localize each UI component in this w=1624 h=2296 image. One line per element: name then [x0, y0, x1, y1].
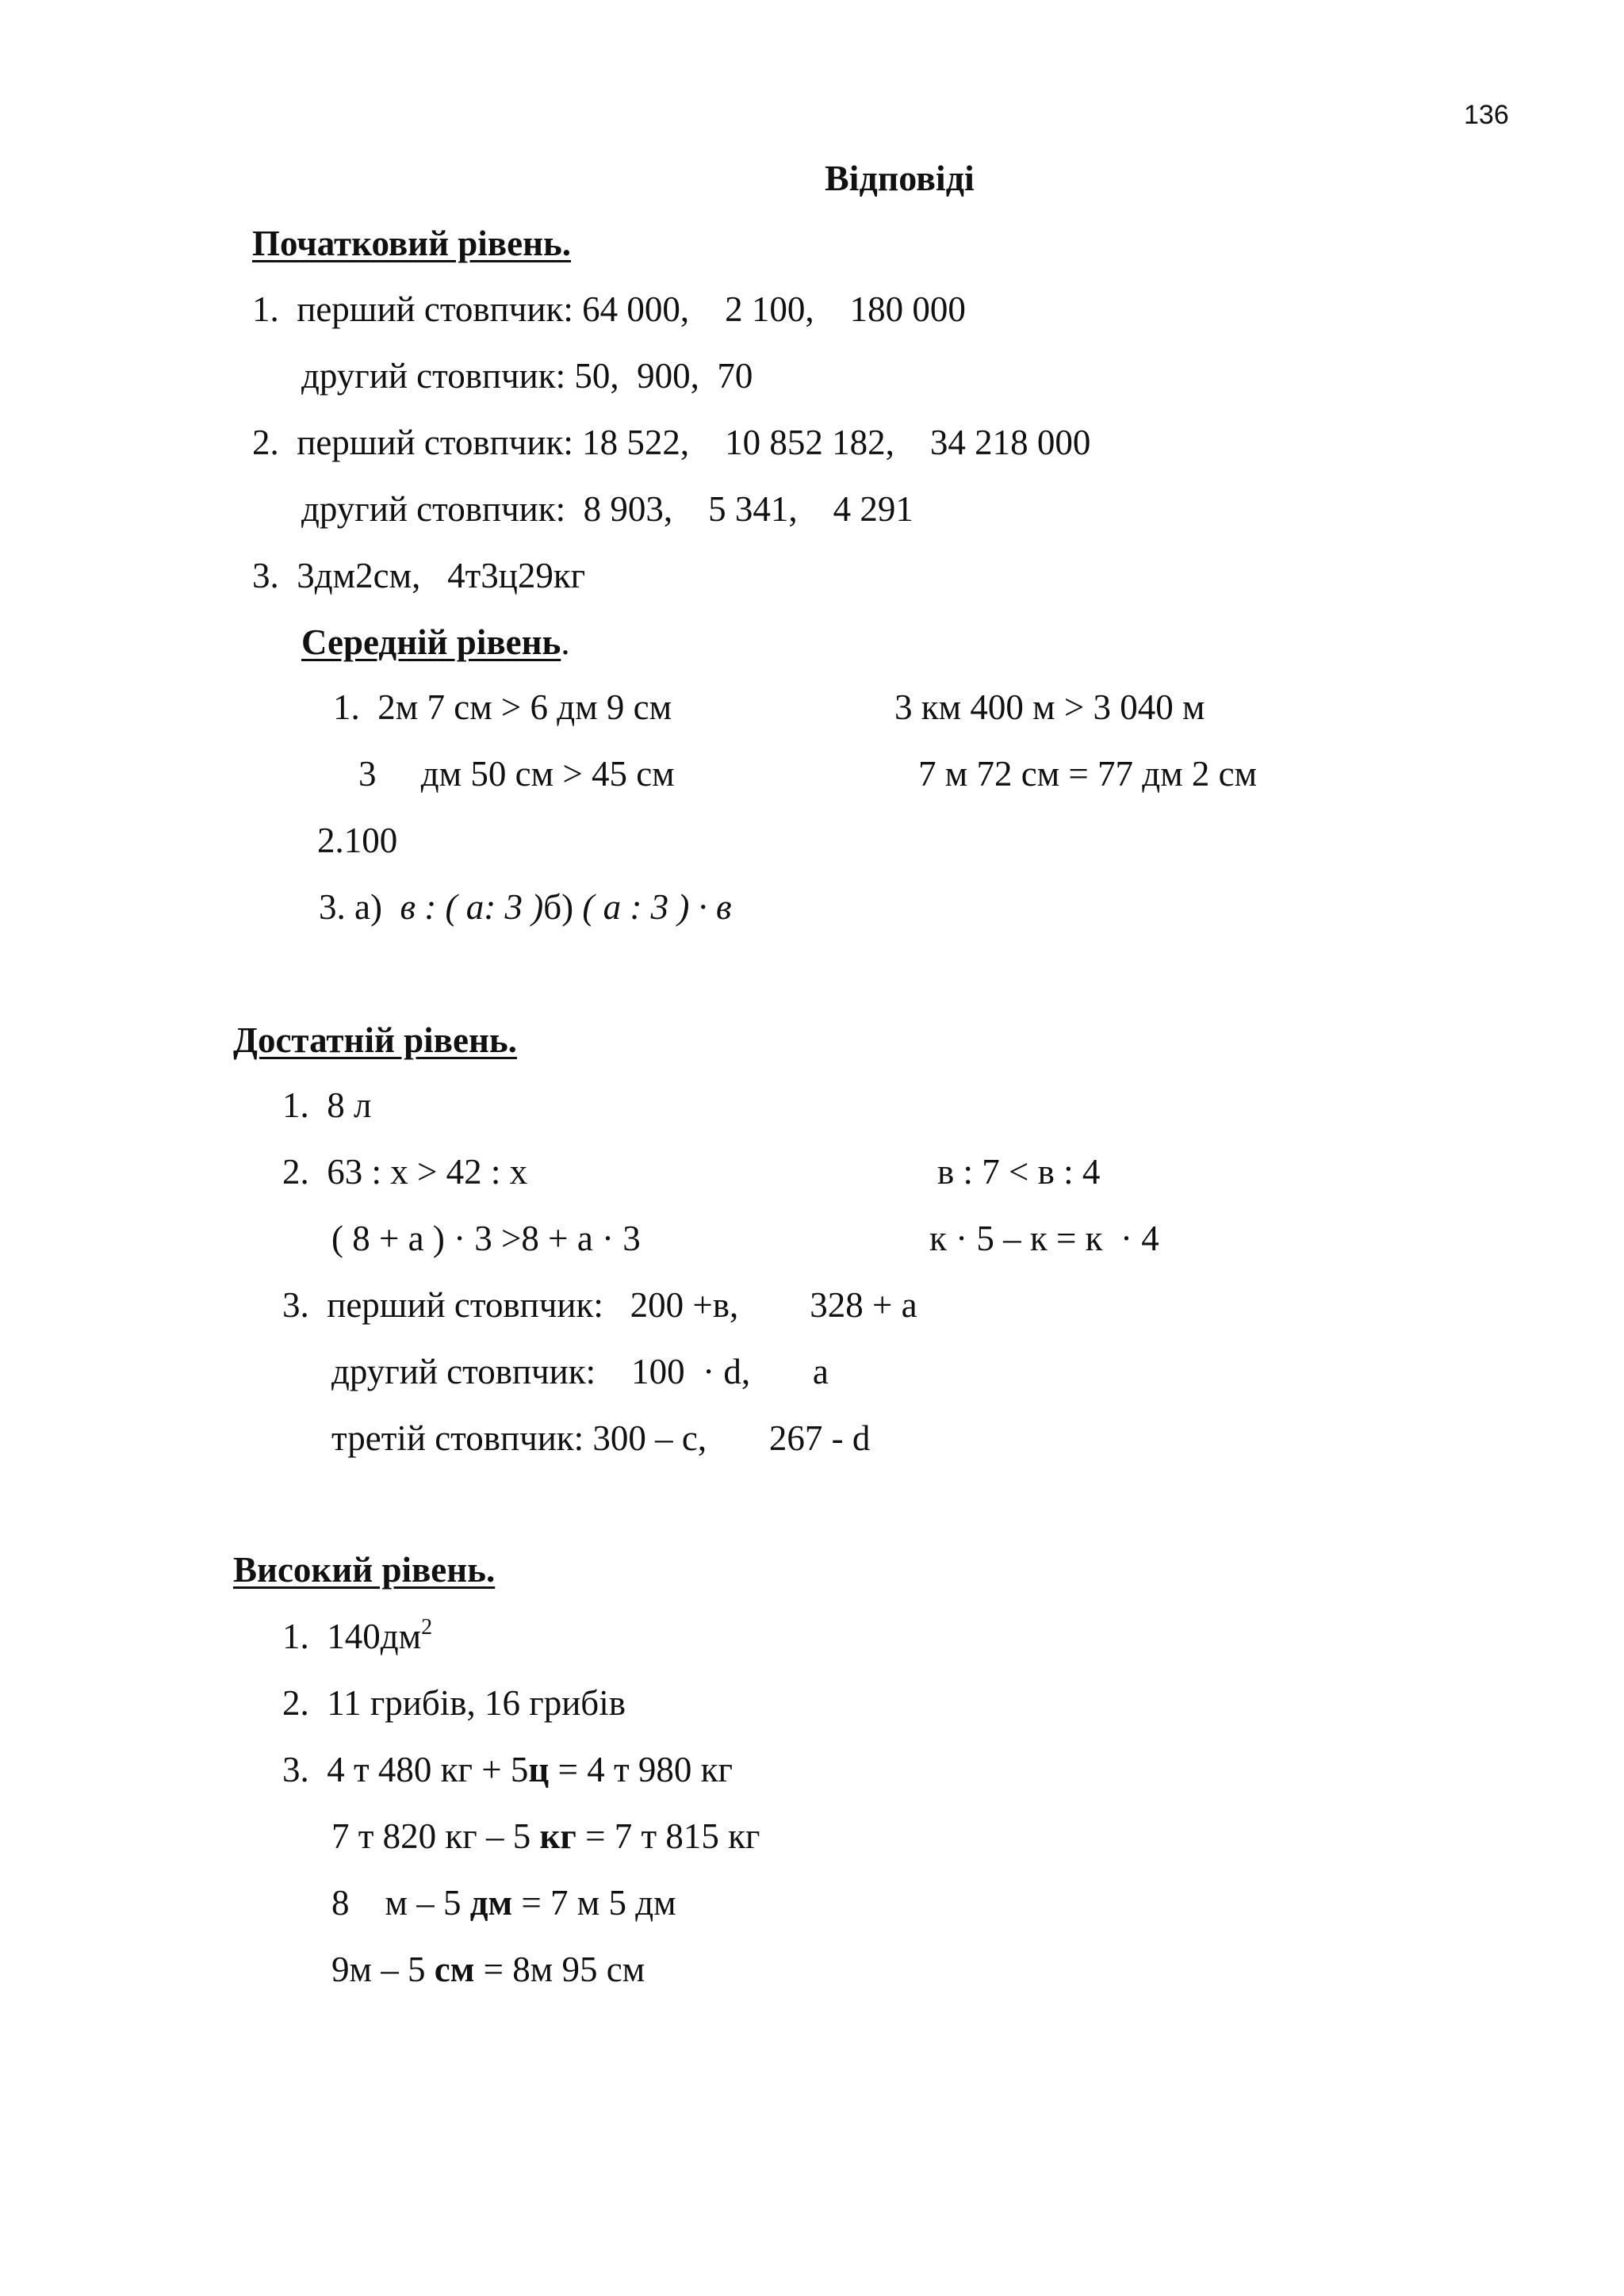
middle-line-3: 2.100	[317, 821, 398, 860]
high-line-6-post: = 8м 95 см	[474, 1950, 645, 1989]
sufficient-line-3a: ( 8 + а ) · 3 >8 + а · 3	[331, 1219, 641, 1258]
sufficient-line-2a: 2. 63 : х > 42 : х	[282, 1152, 528, 1192]
middle-expr-a: в : ( а: 3 )	[400, 887, 544, 927]
high-line-5-pre: 8 м – 5	[331, 1883, 470, 1923]
high-line-4-post: = 7 т 815 кг	[576, 1816, 760, 1856]
initial-line-5: 3. 3дм2см, 4т3ц29кг	[252, 556, 586, 595]
high-line-4	[331, 1816, 760, 1856]
initial-line-3: 2. перший стовпчик: 18 522, 10 852 182, 34 218 000	[252, 423, 1091, 462]
sufficient-line-4: 3. перший стовпчик: 200 +в, 328 + а	[282, 1285, 917, 1325]
high-line-4-pre: 7 т 820 кг – 5	[331, 1816, 540, 1856]
initial-line-2: другий стовпчик: 50, 900, 70	[301, 356, 753, 396]
high-line-5	[331, 1885, 676, 1921]
high-line-6-bold: см	[434, 1950, 475, 1989]
high-line-3-pre: 3. 4 т 480 кг + 5	[282, 1750, 529, 1789]
high-line-4-bold: кг	[539, 1816, 576, 1856]
sufficient-line-5: другий стовпчик: 100 · d, а	[331, 1352, 829, 1391]
sufficient-line-1: 1. 8 л	[282, 1085, 372, 1125]
section-heading-high: Високий рівень.	[233, 1550, 496, 1590]
middle-expr-b: ( а : 3 ) · в	[582, 887, 732, 927]
middle-line-2a: 3 дм 50 см > 45 см	[358, 754, 675, 794]
high-line-1	[282, 1615, 433, 1656]
high-line-5-bold: дм	[469, 1883, 513, 1923]
section-heading-initial: Початковий рівень.	[252, 224, 572, 263]
sufficient-line-2b: в : 7 < в : 4	[937, 1152, 1101, 1192]
sufficient-line-3b: к · 5 – к = к · 4	[929, 1219, 1159, 1258]
high-line-6-pre: 9м – 5	[331, 1950, 435, 1989]
page-number: 136	[1464, 100, 1509, 130]
high-line-2: 2. 11 грибів, 16 грибів	[282, 1683, 626, 1723]
middle-heading-dot: .	[561, 622, 570, 662]
middle-line-1a: 1. 2м 7 см > 6 дм 9 см	[333, 687, 672, 727]
sufficient-line-6: третій стовпчик: 300 – с, 267 - d	[331, 1418, 871, 1458]
middle-line-4-prefix: 3. а)	[319, 887, 400, 927]
page-title: Відповіді	[825, 158, 975, 198]
high-line-6	[331, 1952, 645, 1988]
high-line-5-post: = 7 м 5 дм	[512, 1883, 676, 1923]
middle-line-2b: 7 м 72 см = 77 дм 2 см	[918, 754, 1258, 794]
high-line-1-sup: 2	[421, 1615, 433, 1640]
middle-line-1b: 3 км 400 м > 3 040 м	[894, 687, 1205, 727]
high-line-1-text: 1. 140дм	[282, 1617, 422, 1656]
high-line-3-post: = 4 т 980 кг	[549, 1750, 733, 1789]
high-line-3	[282, 1752, 733, 1788]
initial-line-4: другий стовпчик: 8 903, 5 341, 4 291	[301, 489, 914, 529]
section-heading-sufficient: Достатній рівень.	[233, 1020, 517, 1060]
middle-line-4-mid: б)	[543, 887, 583, 927]
high-line-3-bold: ц	[528, 1750, 550, 1789]
section-heading-middle	[301, 622, 570, 662]
middle-line-4	[319, 887, 732, 927]
initial-line-1: 1. перший стовпчик: 64 000, 2 100, 180 000	[252, 289, 966, 329]
middle-heading-text: Середній рівень	[301, 622, 561, 662]
